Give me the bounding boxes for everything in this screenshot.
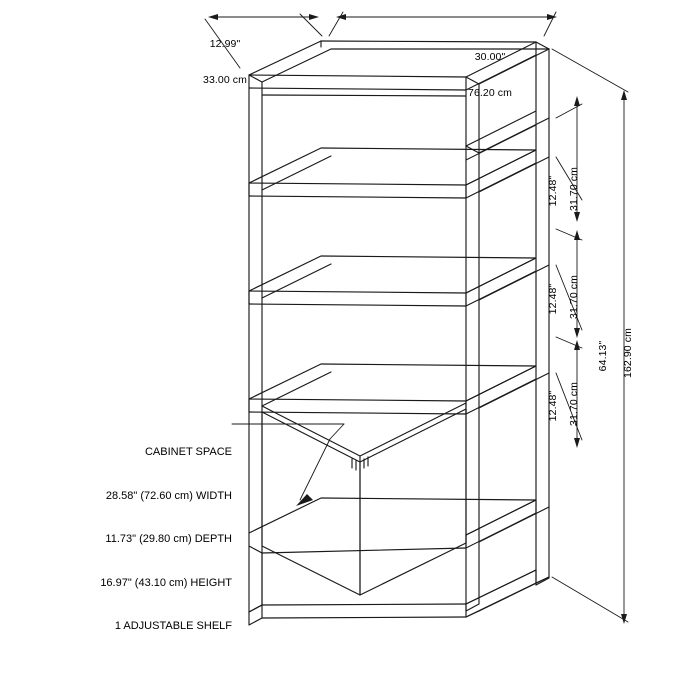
shelf-2-imperial: 12.48" [547, 283, 559, 315]
callout-line-width: 28.58" (72.60 cm) WIDTH [105, 489, 232, 502]
callout-line-height: 16.97" (43.10 cm) HEIGHT [100, 576, 232, 589]
callout-line-shelf: 1 ADJUSTABLE SHELF [114, 620, 232, 632]
shelf-3-metric: 31.70 cm [568, 382, 580, 426]
depth-dimension-label [170, 14, 280, 110]
shelf-2-metric: 31.70 cm [568, 275, 580, 319]
width-imperial: 30.00" [474, 51, 506, 63]
shelf-1-imperial: 12.48" [547, 175, 559, 207]
callout-line-title: CABINET SPACE [144, 446, 232, 458]
shelf-3-cabinet-top [249, 364, 536, 414]
shelf-3-imperial: 12.48" [547, 390, 559, 422]
total-height-imperial: 64.13" [597, 340, 609, 372]
front-right-post [466, 146, 479, 611]
shelf-1-metric: 31.70 cm [568, 167, 580, 211]
callout-line-depth: 11.73" (29.80 cm) DEPTH [105, 533, 232, 545]
cabinet-space-callout [22, 416, 232, 663]
shelf-2 [249, 256, 536, 306]
base-shelf [249, 498, 536, 553]
depth-metric: 33.00 cm [203, 74, 247, 86]
width-metric: 76.20 cm [468, 87, 512, 99]
width-dimension-label [420, 27, 560, 123]
shelf-1 [249, 148, 536, 198]
side-panel-edges [466, 125, 536, 548]
total-height-metric: 162.90 cm [622, 328, 634, 378]
depth-imperial: 12.99" [209, 38, 241, 50]
base-frame [249, 553, 549, 625]
